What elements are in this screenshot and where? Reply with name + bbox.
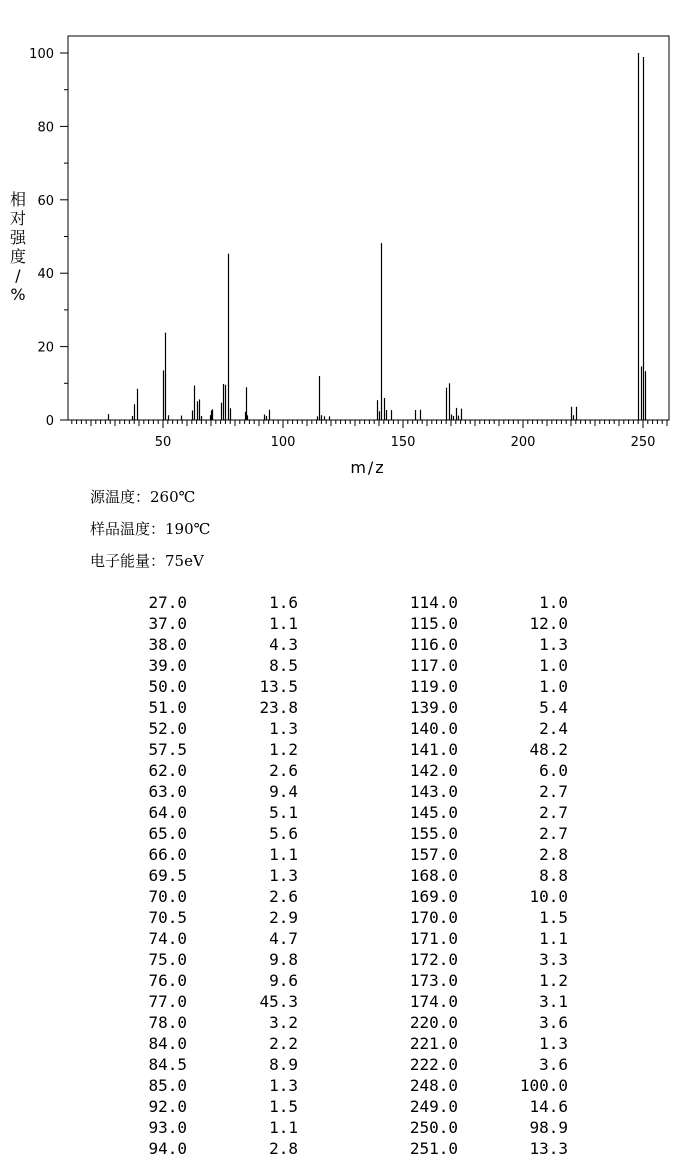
y-tick-label: 100 — [29, 47, 54, 62]
intensity-cell: 14.6 — [529, 1097, 568, 1116]
table-row — [0, 844, 696, 865]
table-row — [0, 865, 696, 886]
intensity-cell: 5.6 — [269, 824, 298, 843]
mz-cell: 75.0 — [148, 950, 187, 969]
table-row — [0, 1075, 696, 1096]
plot-frame — [68, 36, 669, 420]
mz-cell: 52.0 — [148, 719, 187, 738]
intensity-cell: 1.1 — [539, 929, 568, 948]
intensity-cell: 45.3 — [259, 992, 298, 1011]
table-row — [0, 802, 696, 823]
x-axis-label: m/z — [350, 458, 386, 477]
intensity-cell: 2.7 — [539, 782, 568, 801]
mz-cell: 92.0 — [148, 1097, 187, 1116]
intensity-cell: 13.3 — [529, 1139, 568, 1158]
intensity-cell: 9.8 — [269, 950, 298, 969]
table-row — [0, 613, 696, 634]
intensity-cell: 5.1 — [269, 803, 298, 822]
mz-cell: 220.0 — [409, 1013, 458, 1032]
electron-energy-value: 75eV — [165, 552, 204, 570]
intensity-cell: 4.7 — [269, 929, 298, 948]
mz-cell: 114.0 — [409, 593, 458, 612]
electron-energy — [90, 550, 204, 571]
intensity-cell: 9.4 — [269, 782, 298, 801]
mz-cell: 115.0 — [409, 614, 458, 633]
mz-cell: 51.0 — [148, 698, 187, 717]
source-temperature-value: 260℃ — [150, 488, 196, 506]
intensity-cell: 8.8 — [539, 866, 568, 885]
mz-cell: 119.0 — [409, 677, 458, 696]
intensity-cell: 6.0 — [539, 761, 568, 780]
table-row — [0, 1117, 696, 1138]
mz-cell: 169.0 — [409, 887, 458, 906]
table-row — [0, 655, 696, 676]
mz-cell: 250.0 — [409, 1118, 458, 1137]
sample-temperature-label: 样品温度： — [90, 520, 166, 538]
intensity-cell: 1.2 — [269, 740, 298, 759]
table-row — [0, 697, 696, 718]
x-tick-label: 50 — [154, 435, 172, 450]
x-tick-label: 100 — [270, 435, 296, 450]
mz-cell: 65.0 — [148, 824, 187, 843]
table-row — [0, 949, 696, 970]
mz-cell: 248.0 — [409, 1076, 458, 1095]
mz-cell: 173.0 — [409, 971, 458, 990]
y-tick-label: 80 — [37, 120, 54, 136]
intensity-cell: 2.6 — [269, 887, 298, 906]
y-tick-label: 0 — [45, 414, 54, 429]
intensity-cell: 8.5 — [269, 656, 298, 675]
mz-cell: 140.0 — [409, 719, 458, 738]
mz-cell: 93.0 — [148, 1118, 187, 1137]
table-row — [0, 1138, 696, 1159]
source-temperature — [90, 486, 195, 507]
mz-cell: 171.0 — [409, 929, 458, 948]
table-row — [0, 970, 696, 991]
intensity-cell: 2.7 — [539, 824, 568, 843]
intensity-cell: 2.4 — [539, 719, 568, 738]
mz-cell: 39.0 — [148, 656, 187, 675]
mz-cell: 143.0 — [409, 782, 458, 801]
electron-energy-label: 电子能量： — [90, 552, 166, 570]
mz-cell: 116.0 — [409, 635, 458, 654]
intensity-cell: 1.0 — [539, 593, 568, 612]
intensity-cell: 1.3 — [269, 866, 298, 885]
mz-cell: 37.0 — [148, 614, 187, 633]
intensity-cell: 4.3 — [269, 635, 298, 654]
peak-bars — [109, 53, 646, 420]
intensity-cell: 23.8 — [259, 698, 298, 717]
mz-cell: 117.0 — [409, 656, 458, 675]
mz-cell: 70.5 — [148, 908, 187, 927]
intensity-cell: 2.8 — [539, 845, 568, 864]
intensity-cell: 1.3 — [269, 719, 298, 738]
intensity-cell: 2.7 — [539, 803, 568, 822]
mz-cell: 155.0 — [409, 824, 458, 843]
mz-cell: 38.0 — [148, 635, 187, 654]
mz-cell: 64.0 — [148, 803, 187, 822]
intensity-cell: 1.5 — [269, 1097, 298, 1116]
peak-table — [0, 592, 696, 1159]
y-tick-label: 60 — [37, 193, 54, 209]
intensity-cell: 1.6 — [269, 593, 298, 612]
mz-cell: 50.0 — [148, 677, 187, 696]
intensity-cell: 2.9 — [269, 908, 298, 927]
intensity-cell: 13.5 — [259, 677, 298, 696]
table-row — [0, 928, 696, 949]
mz-cell: 63.0 — [148, 782, 187, 801]
mz-cell: 168.0 — [409, 866, 458, 885]
mz-cell: 139.0 — [409, 698, 458, 717]
y-tick-label: 40 — [37, 267, 54, 283]
table-row — [0, 1054, 696, 1075]
mz-cell: 94.0 — [148, 1139, 187, 1158]
intensity-cell: 10.0 — [529, 887, 568, 906]
intensity-cell: 1.1 — [269, 1118, 298, 1137]
mz-cell: 76.0 — [148, 971, 187, 990]
mz-cell: 170.0 — [409, 908, 458, 927]
intensity-cell: 9.6 — [269, 971, 298, 990]
intensity-cell: 1.1 — [269, 845, 298, 864]
mz-cell: 62.0 — [148, 761, 187, 780]
sample-temperature-value: 190℃ — [165, 520, 211, 538]
mz-cell: 141.0 — [409, 740, 458, 759]
table-row — [0, 592, 696, 613]
intensity-cell: 3.6 — [539, 1013, 568, 1032]
mz-cell: 157.0 — [409, 845, 458, 864]
intensity-cell: 98.9 — [529, 1118, 568, 1137]
mz-cell: 78.0 — [148, 1013, 187, 1032]
intensity-cell: 12.0 — [529, 614, 568, 633]
intensity-cell: 2.6 — [269, 761, 298, 780]
table-row — [0, 907, 696, 928]
table-row — [0, 634, 696, 655]
mz-cell: 174.0 — [409, 992, 458, 1011]
intensity-cell: 1.0 — [539, 677, 568, 696]
mz-cell: 69.5 — [148, 866, 187, 885]
mz-cell: 70.0 — [148, 887, 187, 906]
sample-temperature — [90, 518, 210, 539]
table-row — [0, 739, 696, 760]
mz-cell: 222.0 — [409, 1055, 458, 1074]
table-row — [0, 823, 696, 844]
mz-cell: 221.0 — [409, 1034, 458, 1053]
intensity-cell: 8.9 — [269, 1055, 298, 1074]
x-tick-label: 250 — [630, 435, 656, 450]
table-row — [0, 1012, 696, 1033]
table-row — [0, 1096, 696, 1117]
intensity-cell: 3.2 — [269, 1013, 298, 1032]
mz-cell: 251.0 — [409, 1139, 458, 1158]
x-axis — [72, 420, 667, 450]
intensity-cell: 5.4 — [539, 698, 568, 717]
mz-cell: 85.0 — [148, 1076, 187, 1095]
intensity-cell: 1.3 — [269, 1076, 298, 1095]
intensity-cell: 1.3 — [539, 635, 568, 654]
mass-spectrum-chart — [0, 0, 696, 490]
intensity-cell: 1.2 — [539, 971, 568, 990]
mz-cell: 142.0 — [409, 761, 458, 780]
table-row — [0, 991, 696, 1012]
table-row — [0, 1033, 696, 1054]
x-tick-label: 150 — [390, 435, 416, 450]
table-row — [0, 886, 696, 907]
mz-cell: 27.0 — [148, 593, 187, 612]
intensity-cell: 3.1 — [539, 992, 568, 1011]
mz-cell: 84.5 — [148, 1055, 187, 1074]
mz-cell: 84.0 — [148, 1034, 187, 1053]
intensity-cell: 1.0 — [539, 656, 568, 675]
y-tick-label: 20 — [37, 340, 54, 356]
y-axis-label: 相对强度/ % — [9, 190, 27, 304]
intensity-cell: 1.3 — [539, 1034, 568, 1053]
intensity-cell: 48.2 — [529, 740, 568, 759]
table-row — [0, 718, 696, 739]
source-temperature-label: 源温度： — [90, 488, 151, 506]
y-axis — [29, 47, 68, 429]
intensity-cell: 100.0 — [519, 1076, 568, 1095]
intensity-cell: 3.6 — [539, 1055, 568, 1074]
mz-cell: 249.0 — [409, 1097, 458, 1116]
intensity-cell: 2.8 — [269, 1139, 298, 1158]
intensity-cell: 1.5 — [539, 908, 568, 927]
table-row — [0, 781, 696, 802]
table-row — [0, 760, 696, 781]
x-tick-label: 200 — [510, 435, 536, 450]
mz-cell: 57.5 — [148, 740, 187, 759]
table-row — [0, 676, 696, 697]
mz-cell: 66.0 — [148, 845, 187, 864]
mz-cell: 172.0 — [409, 950, 458, 969]
mz-cell: 74.0 — [148, 929, 187, 948]
mz-cell: 77.0 — [148, 992, 187, 1011]
intensity-cell: 3.3 — [539, 950, 568, 969]
intensity-cell: 1.1 — [269, 614, 298, 633]
intensity-cell: 2.2 — [269, 1034, 298, 1053]
mz-cell: 145.0 — [409, 803, 458, 822]
